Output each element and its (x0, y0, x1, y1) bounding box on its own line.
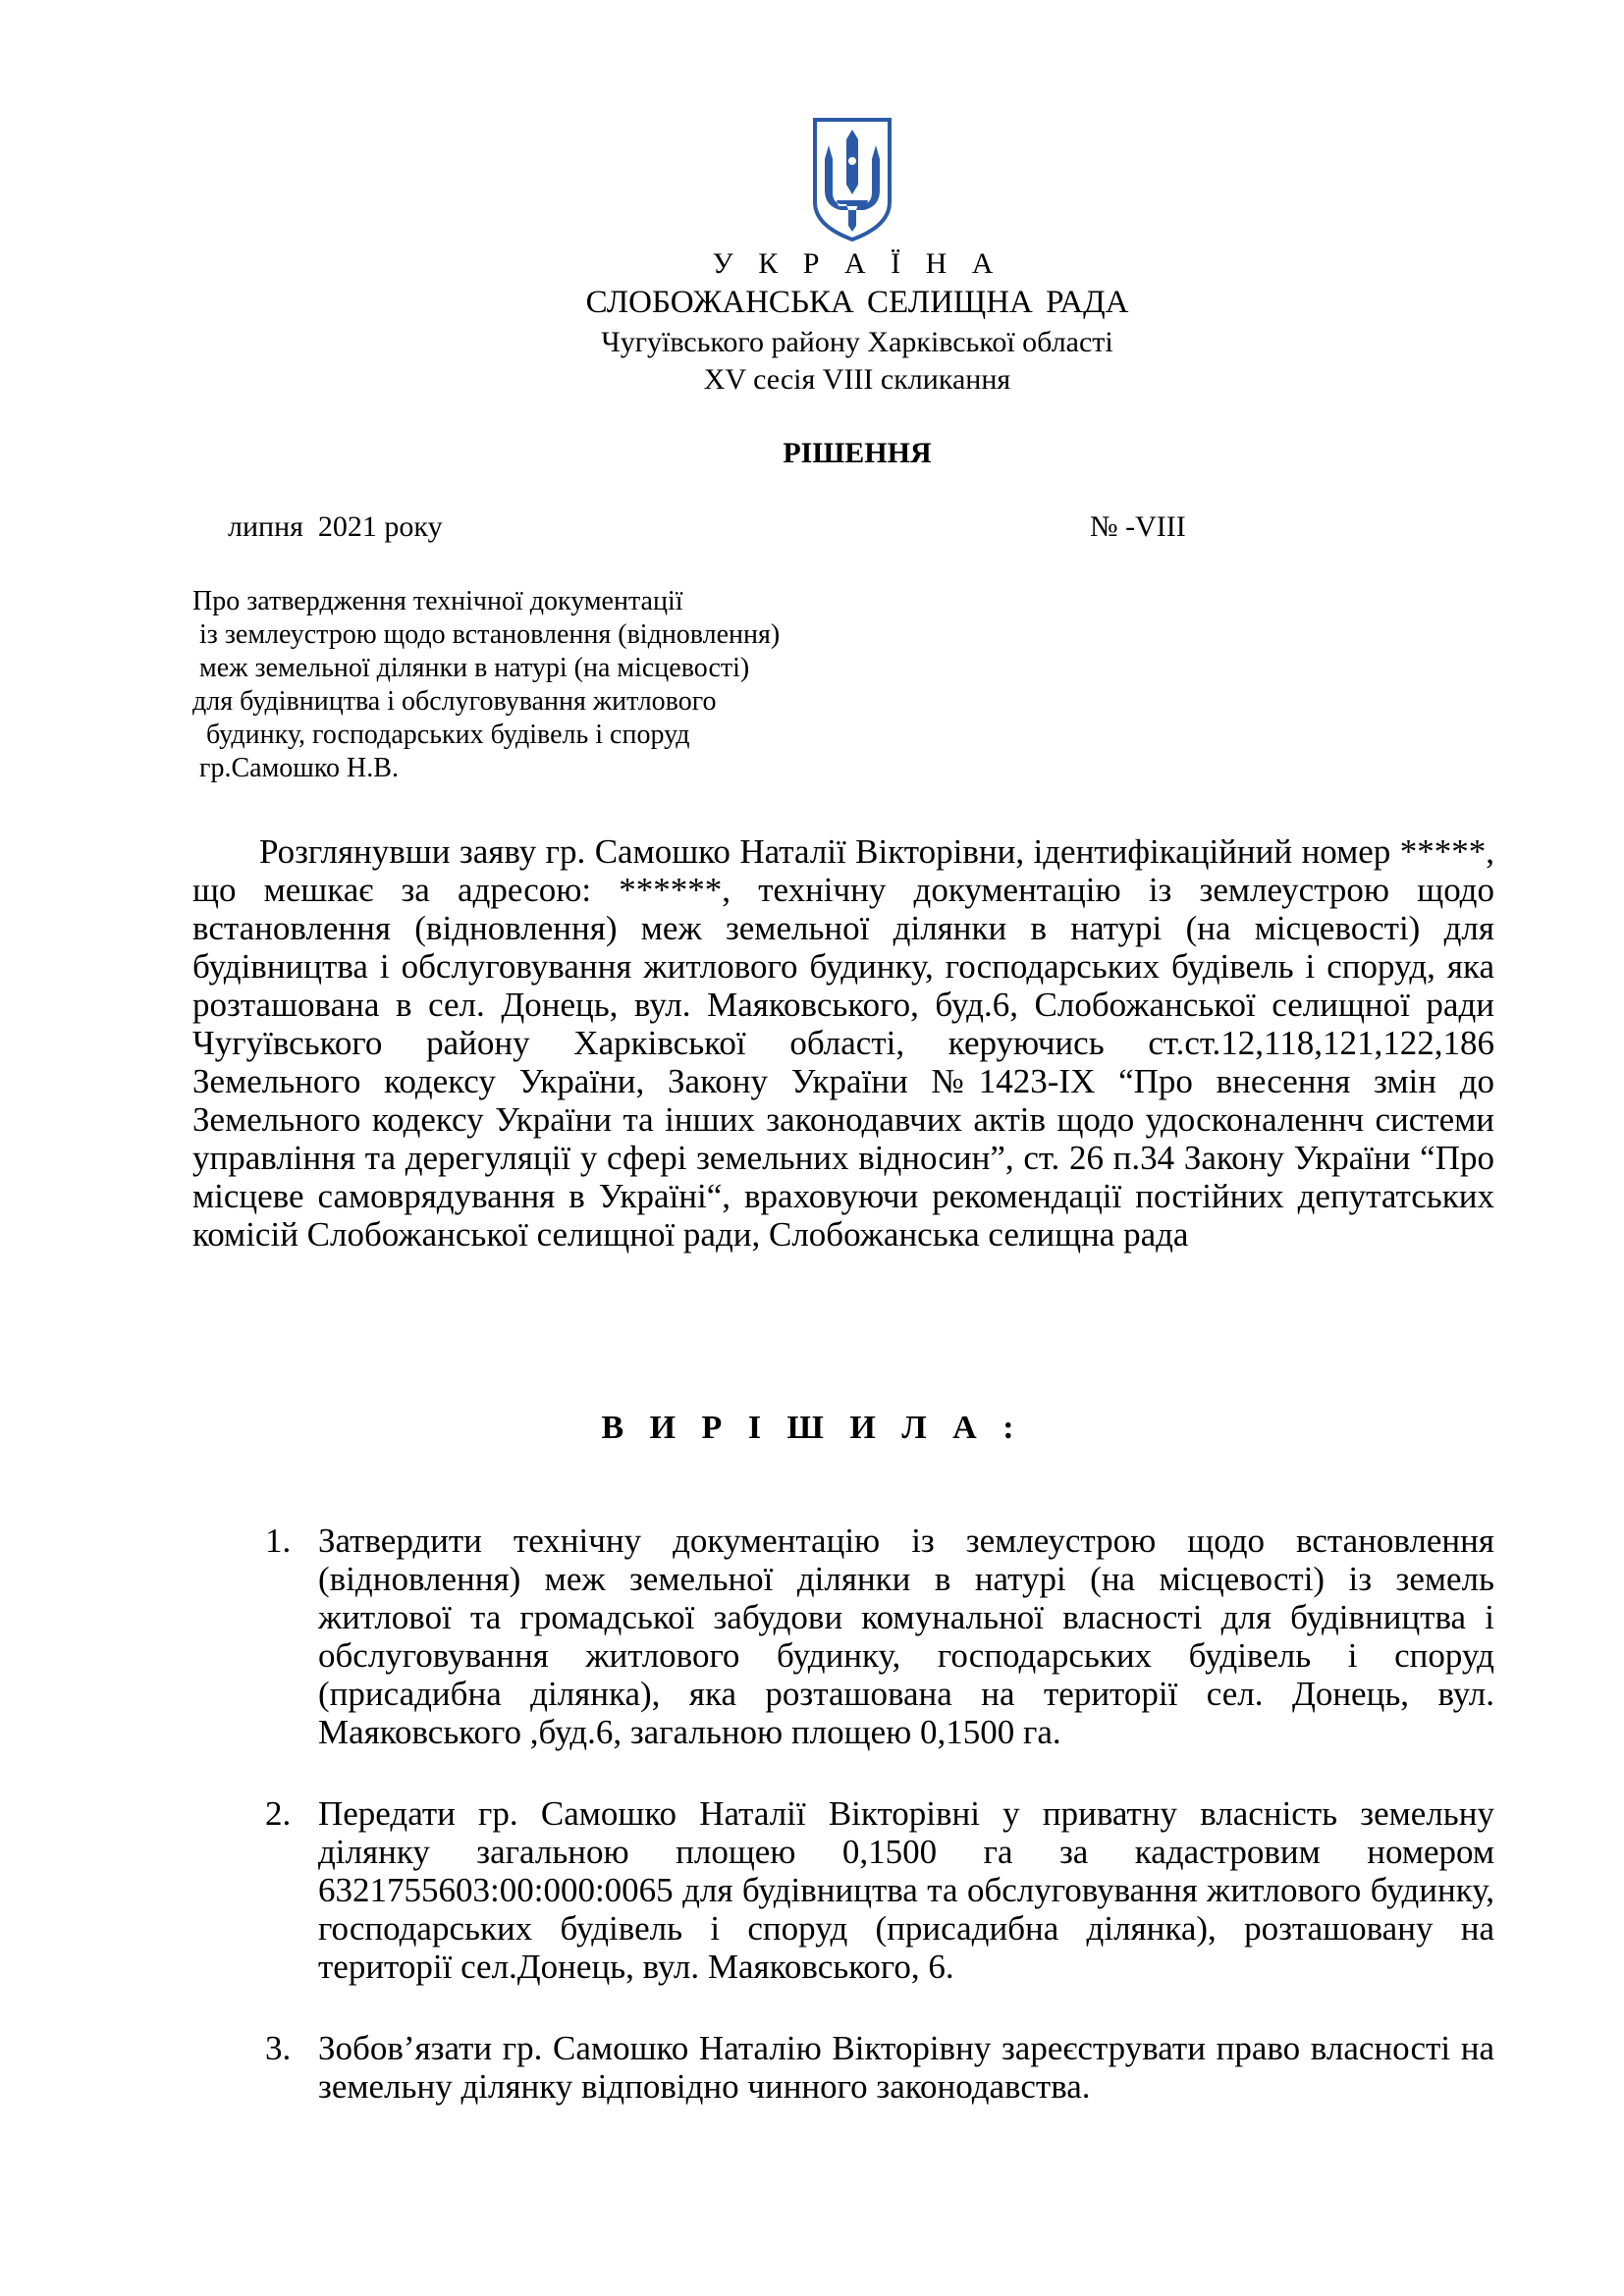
document-type-heading: РІШЕННЯ (783, 437, 932, 469)
subject-line: для будівництва і обслуговування житлового (192, 686, 717, 717)
resolution-item (265, 1522, 1494, 1751)
subject-line: Про затвердження технічної документації (192, 586, 683, 616)
decision-date: липня 2021 року (228, 510, 443, 543)
item-number: 2. (265, 1794, 292, 1833)
item-text: Затвердити технічну документацію із землеустрою щодо встановлення (відновлення) меж земельної ділянки в натурі (на місцевості) із земель житлової та громадської забудови комунальної власності для будівництва і обслуговування житлового будинку, господарських будівель і споруд (присадибна ділянка), яка розташована на території сел. Донець, вул. Маяковського ,буд.6, загальною площею 0,1500 га. (318, 1522, 1494, 1751)
resolution-item (265, 1794, 1494, 1986)
subject-line: будинку, господарських будівель і споруд (192, 720, 690, 750)
item-number: 1. (265, 1522, 292, 1560)
district-line: Чугуївського району Харківської області (601, 326, 1113, 358)
session-line: XV сесія VIII скликання (703, 363, 1011, 396)
resolution-items (265, 1522, 1494, 2149)
resolved-heading: В И Р І Ш И Л А : (601, 1410, 1023, 1446)
country-title: У К Р А Ї Н А (712, 247, 1002, 280)
decision-number: № -VIII (1090, 510, 1186, 543)
subject-line: гр.Самошко Н.В. (192, 753, 399, 783)
resolution-item (265, 2029, 1494, 2106)
subject-line: меж земельної ділянки в натурі (на місцевості) (192, 653, 750, 683)
item-number: 3. (265, 2029, 292, 2067)
council-name: СЛОБОЖАНСЬКА СЕЛИЩНА РАДА (585, 285, 1129, 320)
emblem-trident (825, 130, 880, 232)
item-text: Передати гр. Самошко Наталії Вікторівні у приватну власність земельну ділянку загальною площею 0,1500 га за кадастровим номером 6321755603:00:000:0065 для будівництва та обслуговування житлового будинку, господарських будівель і споруд (присадибна ділянка), розташовану на території сел.Донець, вул. Маяковського, 6. (318, 1794, 1494, 1986)
subject-line: із землеустрою щодо встановлення (відновлення) (192, 619, 781, 650)
tryzub-emblem (811, 116, 893, 243)
item-text: Зобов’язати гр. Самошко Наталію Вікторівну зареєструвати право власності на земельну ділянку відповідно чинного законодавства. (318, 2029, 1494, 2106)
preamble-paragraph: Розглянувши заяву гр. Самошко Наталії Вікторівни, ідентифікаційний номер *****, що мешкає за адресою: ******, технічну документацію із землеустрою щодо встановлення (відновлення) меж земельної ділянки в натурі (на місцевості) для будівництва і обслуговування житлового будинку, господарських будівель і споруд, яка розташована в сел. Донець, вул. Маяковського, буд.6, Слобожанської селищної ради Чугуївського району Харківської області, керуючись ст.ст.12,118,121,122,186 Земельного кодексу України, Закону України №1423-IX “Про внесення змін до Земельного кодексу України та інших законодавчих актів щодо удосконаленнч системи управління та дерегуляції у сфері земельних відносин”, ст. 26 п.34 Закону України “Про місцеве самоврядування в Україні“, враховуючи рекомендації постійних депутатських комісій Слобожанської селищної ради, Слобожанська селищна рада (192, 832, 1494, 1254)
decision-subject (192, 585, 780, 785)
